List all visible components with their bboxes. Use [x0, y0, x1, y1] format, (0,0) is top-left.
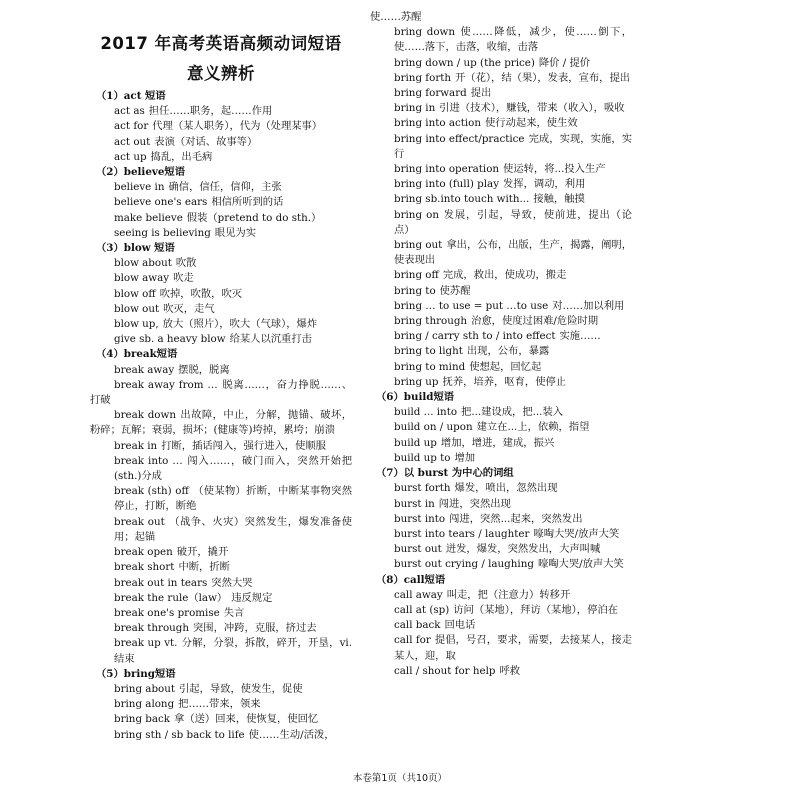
phrase-definition: 增加，增进，建成，振兴 [440, 436, 555, 449]
phrase-definition: 完成，救出，使成功，搬走 [442, 269, 567, 282]
phrase-definition: 担任……职务，起……作用 [148, 105, 273, 118]
phrase-entry [370, 329, 632, 344]
phrase-definition: 回电话 [444, 619, 476, 632]
phrase-entry [90, 621, 352, 636]
phrase-term: blow away [114, 272, 170, 285]
phrase-definition: 吹走 [173, 272, 194, 285]
phrase-definition: 建立在...上，依赖，指望 [476, 421, 590, 434]
phrase-definition: 闯进，突然...起来，突然发出 [449, 512, 583, 525]
phrase-definition: 使行动起来，使生效 [485, 117, 578, 130]
phrase-definition: 给某人以沉重打击 [229, 333, 312, 346]
phrase-definition: 吹灭，走气 [163, 302, 215, 315]
phrase-entry [90, 484, 352, 514]
phrase-definition: 中断，折断 [178, 561, 230, 574]
phrase-term: break away from … [114, 378, 218, 391]
phrase-definition: 突围，冲跨，克服，挤过去 [193, 622, 317, 635]
phrase-entry [370, 284, 632, 299]
phrase-entry [370, 71, 632, 86]
phrase-entry [90, 226, 352, 241]
phrase-term: build ... into [394, 406, 458, 419]
phrase-term: bring / carry sth to / into effect [394, 330, 556, 343]
phrase-definition: 闯进，突然出现 [438, 497, 511, 510]
phrase-entry [370, 344, 632, 359]
phrase-definition: 吹掉，吹散，吹灭 [159, 287, 243, 300]
phrase-entry [90, 302, 352, 317]
phrase-definition: 假装（pretend to do sth.） [186, 211, 322, 224]
phrase-term: believe in [114, 181, 165, 194]
section-heading: （5）bring短语 [96, 667, 176, 680]
phrase-entry [370, 208, 632, 238]
phrase-entry [90, 591, 352, 606]
phrase-entry [370, 436, 632, 451]
phrase-definition: 对……加以利用 [552, 299, 625, 312]
section-heading: （7）以 burst 为中心的词组 [376, 467, 514, 480]
phrase-entry [370, 25, 632, 55]
phrase-entry [370, 603, 632, 618]
phrase-term: bring into (full) play [394, 178, 500, 191]
phrase-entry [370, 375, 632, 390]
phrase-term: bring out [394, 239, 443, 252]
phrase-term: blow about [114, 257, 172, 270]
phrase-definition: 突然大哭 [211, 576, 253, 589]
phrase-term: bring sb.into touch with... [394, 193, 530, 206]
phrase-definition: （战争、火灾）突然发生，爆发准备使用；起锚 [114, 515, 352, 543]
phrase-definition: 呼救 [499, 664, 521, 677]
phrase-entry [90, 606, 352, 621]
left-column [90, 30, 352, 743]
phrase-definition: 脱离……，奋力挣脱……、打破 [90, 378, 353, 407]
page-subtitle: 意义辨析 [187, 64, 255, 83]
phrase-definition: 把……带来，领来 [178, 698, 261, 711]
phrase-entry [370, 314, 632, 329]
phrase-definition: 治愈，使度过困难/危险时期 [471, 315, 599, 328]
phrase-entry [90, 119, 352, 134]
left-phrase-list [90, 89, 352, 743]
phrase-definition: 访问（某地），拜访（某地），停泊在 [453, 603, 618, 616]
phrase-definition: 分解，分裂，拆散，碎开，开垦，vi.结束 [114, 637, 352, 665]
phrase-definition: 发展，引起，导致，使前进，提出（论点） [394, 208, 633, 236]
phrase-definition: 闯入……，破门而入，突然开始把(sth.)分成 [114, 454, 353, 483]
phrase-term: break through [114, 622, 190, 635]
phrase-term: bring forth [394, 71, 452, 84]
phrase-entry [90, 378, 352, 408]
phrase-definition: 摆脱，脱离 [178, 363, 230, 376]
phrase-term: bring about [114, 682, 176, 695]
phrase-definition: 抚养，培养，呕育，使停止 [442, 375, 567, 388]
phrase-definition: 吹散 [175, 257, 197, 270]
phrase-term: bring sth / sb back to life [114, 728, 245, 741]
phrase-term: bring back [114, 713, 171, 726]
phrase-term: call for [394, 634, 431, 647]
section-heading: （6）build短语 [376, 391, 455, 404]
phrase-definition: 打断，插话闯入，强行进入，使顺服 [161, 439, 326, 452]
phrase-term: break out in tears [114, 576, 208, 589]
phrase-definition: 表演（对话、故事等） [154, 135, 258, 148]
phrase-definition: 完成，实现，实施，实行 [394, 132, 632, 160]
phrase-term: call / shout for help [394, 664, 496, 677]
section-heading: （4）break短语 [96, 348, 178, 361]
phrase-definition: 出现，公布，暴露 [466, 345, 550, 358]
phrase-entry [90, 545, 352, 560]
phrase-definition: 接触，触摸 [533, 193, 585, 206]
phrase-entry [370, 557, 632, 572]
phrase-definition: 违反规定 [231, 591, 273, 604]
phrase-definition: 嚎啕大哭/放声大笑 [533, 527, 620, 540]
phrase-entry [90, 363, 352, 378]
phrase-definition: 使……生动/活泼， [248, 728, 335, 741]
phrase-term: break down [114, 409, 176, 422]
phrase-entry [370, 542, 632, 557]
phrase-term: call back [394, 619, 441, 632]
phrase-entry [90, 135, 352, 150]
right-column [370, 10, 632, 679]
phrase-definition: 爆发，喷出，忽然出现 [454, 482, 558, 495]
phrase-term: bring into effect/practice [394, 132, 525, 145]
section-heading: （2）believe短语 [96, 166, 186, 179]
phrase-term: act as [114, 105, 145, 118]
phrase-entry [370, 177, 632, 192]
phrase-definition: 拿（送）回来，使恢复，使回忆 [174, 713, 319, 726]
phrase-definition: 提出 [470, 87, 492, 100]
phrase-entry [90, 104, 352, 119]
phrase-term: bring forward [394, 87, 467, 100]
phrase-definition: 确信，信任，信仰，主张 [168, 181, 282, 194]
phrase-entry [370, 420, 632, 435]
phrase-term: blow out [114, 302, 160, 315]
phrase-term: seeing is believing [114, 226, 211, 239]
phrase-term: break one's promise [114, 606, 220, 619]
phrase-term: bring … to use = put …to use [394, 299, 549, 312]
phrase-definition: 眼见为实 [214, 226, 256, 239]
phrase-entry [370, 299, 632, 314]
phrase-term: believe one's ears [114, 196, 208, 209]
phrase-term: burst out crying / laughing [394, 558, 534, 571]
phrase-definition: 嚎啕大哭/放声大笑 [537, 558, 624, 571]
phrase-definition: 出故障，中止，分解，抛锚、破坏，粉碎；瓦解；衰弱，损坏；(健康等)垮掉，累垮；崩溃 [90, 409, 352, 437]
phrase-entry [90, 454, 352, 484]
page-footer: 本卷第1页（共10页） [352, 773, 448, 784]
phrase-entry [90, 712, 352, 727]
phrase-entry [370, 360, 632, 375]
phrase-entry [90, 408, 352, 438]
phrase-entry [90, 287, 352, 302]
phrase-term: give sb. a heavy blow [114, 333, 226, 346]
phrase-definition: 实施…… [559, 330, 601, 343]
phrase-entry [370, 238, 632, 268]
phrase-term: bring into action [394, 117, 482, 130]
phrase-definition: 使……降低，减少，使……倒下，使……落下，击落，收缩，击落 [394, 26, 632, 54]
phrase-entry [90, 195, 352, 210]
phrase-definition: （使某物）折断，中断某事物突然停止，打断，断绝 [114, 485, 353, 513]
phrase-term: burst into tears / laughter [394, 527, 530, 540]
phrase-entry [370, 268, 632, 283]
phrase-entry [90, 271, 352, 286]
phrase-entry [370, 192, 632, 207]
phrase-definition: 放大（照片），吹大（气球），爆炸 [162, 318, 318, 331]
phrase-definition: 把...建设成，把...装入 [461, 406, 564, 419]
phrase-definition: 引起，导致，使发生，促使 [179, 682, 303, 695]
phrase-entry [370, 405, 632, 420]
phrase-term: break into … [114, 454, 183, 467]
phrase-entry [90, 576, 352, 591]
phrase-term: bring into operation [394, 163, 500, 176]
phrase-definition: 提倡，号召，要求，需要，去接某人，接走某人，迎，取 [394, 634, 632, 662]
phrase-entry [370, 588, 632, 603]
phrase-term: bring off [394, 269, 439, 282]
phrase-entry [370, 162, 632, 177]
phrase-entry [370, 101, 632, 116]
phrase-definition: 引进（技术），赚钱，带来（收入），吸收 [439, 102, 625, 115]
phrase-entry [90, 332, 352, 347]
phrase-definition: 叫走，把（注意力）转移开 [446, 588, 571, 601]
phrase-term: bring on [394, 208, 439, 221]
page-title: 2017 年高考英语高频动词短语 [100, 34, 342, 53]
phrase-definition: 降价 / 提价 [538, 56, 591, 69]
phrase-term: break away [114, 363, 175, 376]
phrase-definition: 发挥，调动，利用 [503, 178, 586, 191]
phrase-entry [90, 317, 352, 332]
phrase-entry [370, 664, 632, 679]
phrase-term: bring through [394, 315, 468, 328]
phrase-term: bring down / up (the price) [394, 56, 535, 69]
phrase-term: bring along [114, 698, 175, 711]
phrase-entry [370, 618, 632, 633]
phrase-entry [370, 633, 632, 663]
section-heading: （1）act 短语 [96, 90, 166, 102]
phrase-term: break out [114, 515, 165, 528]
phrase-term: build up [394, 436, 437, 449]
phrase-term: burst forth [394, 482, 451, 495]
phrase-definition: 失言 [223, 606, 245, 619]
phrase-term: bring to light [394, 345, 463, 358]
phrase-entry [90, 728, 352, 743]
phrase-term: blow off [114, 287, 156, 300]
phrase-definition: 开（花），结（果），发表，宣布，提出 [455, 71, 631, 84]
phrase-entry [370, 497, 632, 512]
phrase-term: call at (sp) [394, 603, 450, 616]
phrase-definition: 代理（某人职务），代为（处理某事） [152, 120, 323, 133]
phrase-term: bring down [394, 26, 455, 39]
phrase-definition: 捣乱，出毛病 [150, 150, 213, 163]
phrase-entry [90, 560, 352, 575]
phrase-entry [90, 636, 352, 666]
phrase-term: break in [114, 439, 158, 452]
phrase-term: break up vt. [114, 637, 178, 650]
phrase-term: break short [114, 561, 175, 574]
phrase-entry [370, 56, 632, 71]
phrase-term: bring up [394, 375, 439, 388]
phrase-definition: 破开，撬开 [176, 546, 229, 559]
phrase-term: call away [394, 588, 443, 601]
phrase-entry [370, 527, 632, 542]
phrase-term: blow up, [114, 318, 159, 331]
phrase-definition: 使苏醒 [439, 284, 471, 297]
phrase-entry [370, 481, 632, 496]
phrase-entry [90, 150, 352, 165]
phrase-definition: 增加 [454, 451, 476, 464]
phrase-definition: 相信所听到的话 [211, 196, 284, 209]
phrase-term: bring to mind [394, 360, 466, 373]
phrase-entry [370, 132, 632, 162]
phrase-entry [90, 697, 352, 712]
phrase-term: break open [114, 546, 173, 559]
phrase-entry [90, 439, 352, 454]
phrase-term: bring in [394, 102, 436, 115]
phrase-entry [90, 682, 352, 697]
phrase-entry [90, 211, 352, 226]
phrase-entry [90, 180, 352, 195]
phrase-term: act up [114, 150, 147, 163]
section-heading: （8）call短语 [376, 573, 446, 586]
phrase-term: build up to [394, 451, 451, 464]
phrase-definition: 拿出，公布，出版，生产，揭露，阐明，使表现出 [394, 239, 632, 267]
section-heading: （3）blow 短语 [96, 242, 175, 255]
phrase-entry [90, 515, 352, 545]
phrase-term: act out [114, 135, 151, 148]
phrase-term: burst out [394, 543, 442, 556]
phrase-entry [370, 86, 632, 101]
phrase-term: build on / upon [394, 421, 473, 434]
phrase-term: break (sth) off [114, 485, 189, 498]
phrase-term: make believe [114, 211, 183, 224]
phrase-definition: 迸发，爆发，突然发出，大声叫喊 [445, 543, 601, 556]
phrase-term: break the rule（law） [114, 591, 228, 604]
phrase-definition: 使想起，回忆起 [469, 360, 542, 373]
phrase-term: bring to [394, 284, 436, 297]
phrase-term: burst in [394, 497, 435, 510]
phrase-term: burst into [394, 512, 446, 525]
phrase-term: act for [114, 120, 149, 133]
phrase-entry [370, 116, 632, 131]
phrase-definition: 使运转，将...投入生产 [503, 163, 606, 176]
phrase-entry [370, 512, 632, 527]
right-phrase-list [370, 10, 632, 679]
continuation-text: 使……苏醒 [370, 11, 422, 23]
phrase-entry [370, 451, 632, 466]
phrase-entry [90, 256, 352, 271]
